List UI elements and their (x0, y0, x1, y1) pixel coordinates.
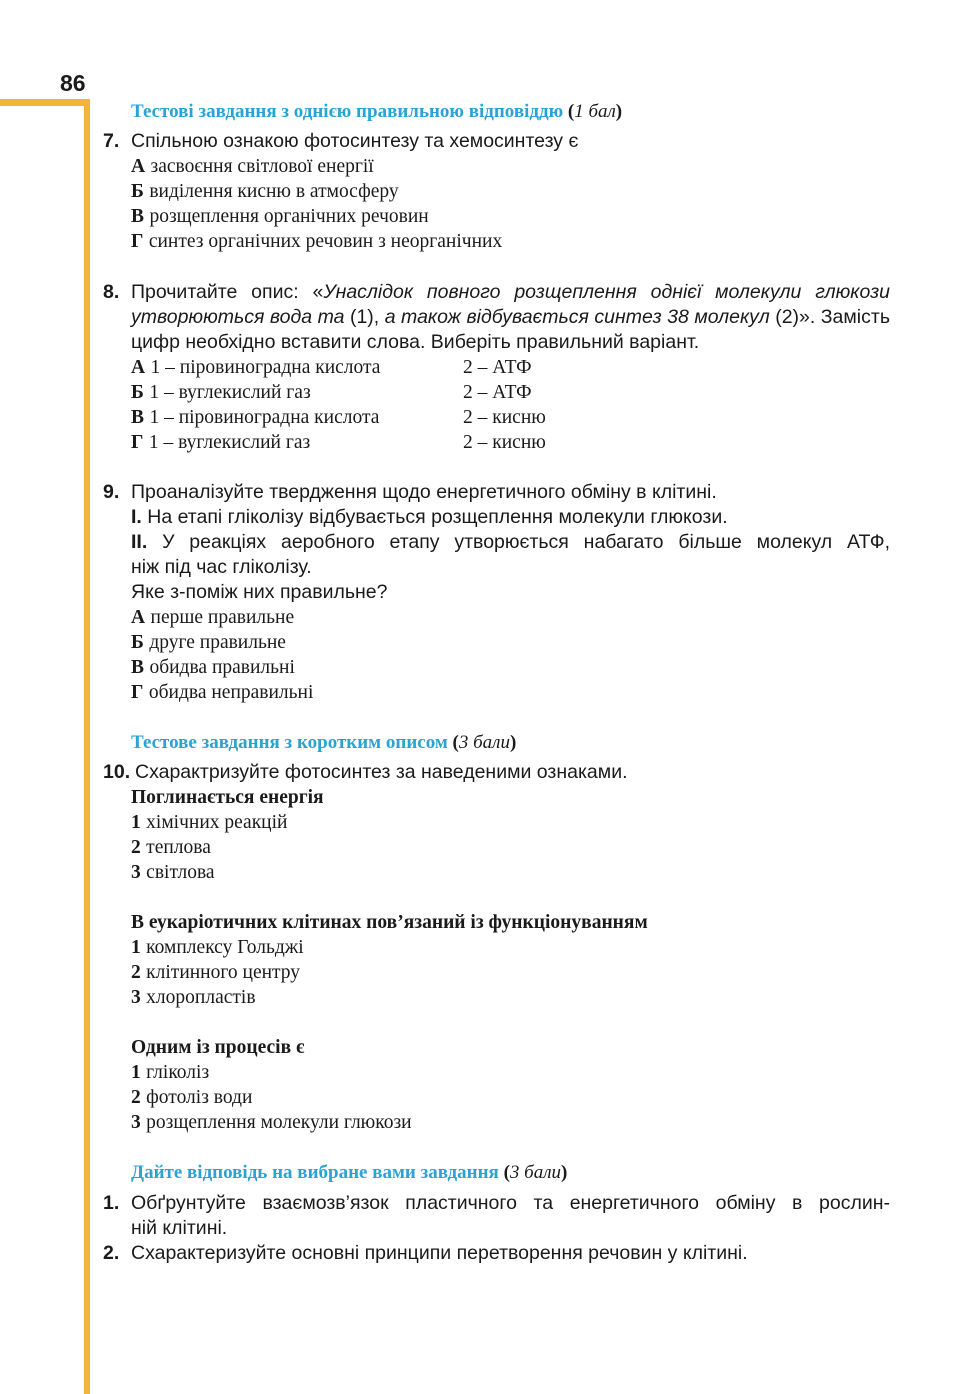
q9-option-b (131, 630, 286, 655)
feature-item (131, 985, 256, 1010)
item-number: 2 (131, 962, 141, 983)
feature-group-title: В еукаріотичних клітинах пов’язаний із функціонуванням (131, 912, 648, 933)
section-heading-text: Тестові завдання з однією правильною відповіддю (131, 101, 564, 122)
question-8 (103, 280, 119, 305)
item-text: хлоропластів (146, 987, 256, 1008)
feature-item (131, 810, 287, 835)
option-text: синтез органічних речовин з неорганічних (148, 231, 503, 252)
item-text: фотоліз води (146, 1087, 253, 1108)
text-run: (1), (344, 306, 385, 328)
section-heading-single-answer: Тестові завдання з однією правильною відповіддю (1 бал) (131, 101, 623, 122)
q8-option-d (131, 430, 310, 455)
text-run: (2)». Замість (769, 306, 890, 328)
q7-option-b (131, 179, 399, 204)
task-1-line-1: Обґрунтуйте взаємозв’язок пластичного та енергетичного обміну в рослин- (131, 1192, 890, 1214)
question-9 (103, 480, 119, 505)
feature-item (131, 1085, 252, 1110)
item-number: 3 (131, 987, 141, 1008)
statement-2 (131, 530, 890, 555)
q9-option-d (131, 680, 313, 705)
option-letter: В (131, 407, 145, 428)
option-letter: В (131, 657, 145, 678)
section-points: 3 бали (458, 732, 510, 753)
text-run-italic: Унаслідок повного розщеплення однієї молекули глюкози (323, 281, 890, 303)
option-letter: Б (131, 382, 144, 403)
feature-item (131, 835, 211, 860)
statement-text: На етапі гліколізу відбувається розщеплення молекули глюкози. (141, 506, 728, 528)
text-run-italic: утворюються вода та (131, 306, 345, 328)
statement-1 (131, 505, 728, 530)
q8-option-c-col2: 2 – кисню (463, 407, 546, 428)
section-heading-text: Дайте відповідь на вибране вами завдання (131, 1162, 499, 1183)
accent-rule-vertical (84, 99, 90, 1394)
text-run: Прочитайте опис: « (131, 281, 324, 303)
feature-item (131, 1110, 412, 1135)
task-number: 2. (103, 1242, 120, 1264)
q8-option-b-col2: 2 – АТФ (463, 382, 532, 403)
option-letter: В (131, 206, 145, 227)
task-number: 1. (103, 1192, 120, 1214)
q8-option-a-col2: 2 – АТФ (463, 357, 532, 378)
question-number: 7. (103, 130, 120, 152)
question-10 (103, 760, 130, 785)
item-number: 2 (131, 837, 141, 858)
option-letter: А (131, 156, 146, 177)
statement-number: II. (131, 531, 148, 553)
task-2-line-1: Схарактеризуйте основні принципи перетворення речовин у клітині. (131, 1242, 748, 1264)
question-10-text: Схарактризуйте фотосинтез за наведеними ознаками. (135, 761, 628, 783)
option-text: 1 – піровиноградна кислота (150, 357, 381, 378)
section-heading-text: Тестове завдання з коротким описом (131, 732, 448, 753)
question-8-line-1 (131, 280, 890, 305)
item-text: комплексу Гольджі (146, 937, 304, 958)
feature-group-title: Одним із процесів є (131, 1037, 305, 1058)
item-number: 1 (131, 1062, 141, 1083)
feature-item (131, 1060, 209, 1085)
item-text: клітинного центру (146, 962, 301, 983)
question-number: 8. (103, 281, 120, 303)
q8-option-b (131, 380, 311, 405)
page-number: 86 (60, 70, 86, 96)
option-letter: А (131, 607, 146, 628)
question-9-text: Проаналізуйте твердження щодо енергетичного обміну в клітині. (131, 481, 717, 503)
question-7-text: Спільною ознакою фотосинтезу та хемосинтезу є (131, 130, 579, 152)
section-heading-short-description: Тестове завдання з коротким описом (3 бали) (131, 732, 517, 753)
item-text: розщеплення молекули глюкози (146, 1112, 412, 1133)
statement-2-continued: ніж під час гліколізу. (131, 556, 312, 578)
option-text: 1 – вуглекислий газ (149, 382, 311, 403)
option-letter: Б (131, 181, 144, 202)
statement-number: I. (131, 506, 142, 528)
text-run-italic: а також відбувається синтез 38 молекул (384, 306, 770, 328)
q7-option-c (131, 204, 429, 229)
section-heading-chosen-task: Дайте відповідь на вибране вами завдання (3 бали) (131, 1162, 568, 1183)
option-text: 1 – піровиноградна кислота (149, 407, 380, 428)
item-number: 1 (131, 812, 141, 833)
item-number: 3 (131, 1112, 141, 1133)
question-number: 9. (103, 481, 120, 503)
task-1 (103, 1191, 119, 1216)
section-points: 3 бали (509, 1162, 561, 1183)
q7-option-a (131, 154, 374, 179)
feature-group-title: Поглинається енергія (131, 787, 324, 808)
option-letter: Б (131, 632, 144, 653)
q9-option-c (131, 655, 295, 680)
option-text: обидва правильні (149, 657, 295, 678)
option-text: виділення кисню в атмосферу (149, 181, 399, 202)
q8-option-a (131, 355, 380, 380)
option-letter: Г (131, 682, 144, 703)
q8-option-d-col2: 2 – кисню (463, 432, 546, 453)
item-text: світлова (146, 862, 215, 883)
question-9-prompt: Яке з-поміж них правильне? (131, 581, 388, 603)
item-number: 1 (131, 937, 141, 958)
question-7 (103, 129, 119, 154)
section-points: 1 бал (574, 101, 616, 122)
option-text: 1 – вуглекислий газ (148, 432, 311, 453)
option-letter: Г (131, 231, 144, 252)
item-number: 3 (131, 862, 141, 883)
feature-item (131, 960, 300, 985)
item-text: хімічних реакцій (146, 812, 288, 833)
option-text: друге правильне (149, 632, 286, 653)
item-text: теплова (146, 837, 211, 858)
question-8-line-2 (131, 305, 890, 330)
statement-text: У реакціях аеробного етапу утворюється набагато більше молекул АТФ, (147, 531, 890, 553)
option-letter: Г (131, 432, 144, 453)
q7-option-d (131, 229, 502, 254)
q9-option-a (131, 605, 294, 630)
feature-item (131, 860, 215, 885)
question-8-line-3: цифр необхідно вставити слова. Виберіть правильний варіант. (131, 331, 700, 353)
option-text: обидва неправильні (148, 682, 314, 703)
option-text: розщеплення органічних речовин (149, 206, 429, 227)
task-2 (103, 1241, 119, 1266)
option-letter: А (131, 357, 146, 378)
question-number: 10. (103, 761, 131, 783)
option-text: засвоєння світлової енергії (150, 156, 374, 177)
item-text: гліколіз (146, 1062, 210, 1083)
item-number: 2 (131, 1087, 141, 1108)
accent-rule-horizontal (0, 99, 90, 106)
task-1-line-2: ній клітині. (131, 1217, 228, 1239)
feature-item (131, 935, 304, 960)
q8-option-c (131, 405, 379, 430)
option-text: перше правильне (150, 607, 295, 628)
